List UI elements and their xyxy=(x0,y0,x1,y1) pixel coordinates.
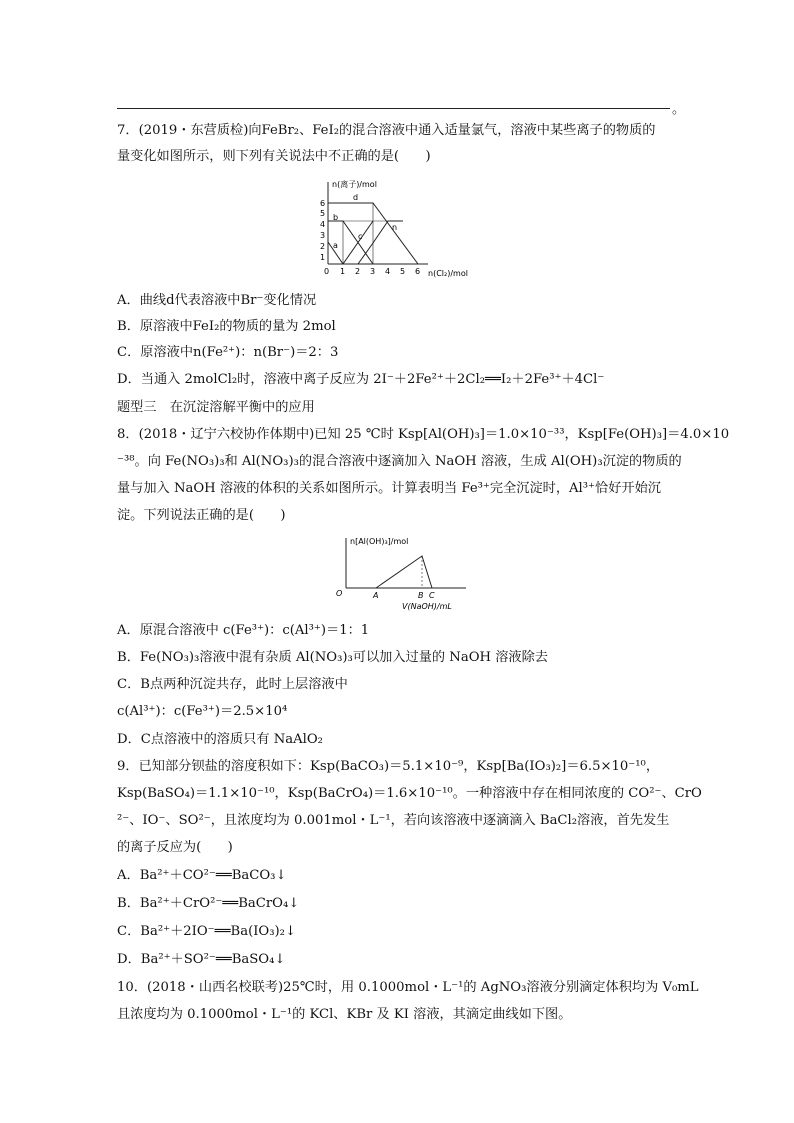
q8-point-a: A xyxy=(373,591,379,600)
q7-x-tick: 6 xyxy=(415,267,421,276)
q7-y-tick: 5 xyxy=(320,209,326,218)
q8-option-c-cont: c(Al³⁺)：c(Fe³⁺)＝2.5×10⁴ xyxy=(117,704,288,719)
q9-option-b: B．Ba²⁺＋CrO²⁻══BaCrO₄↓ xyxy=(117,896,300,911)
q8-figure xyxy=(332,534,482,614)
q7-label-n: n xyxy=(392,223,398,232)
q7-x-tick: 1 xyxy=(340,267,346,276)
q7-x-tick: 4 xyxy=(385,267,391,276)
q7-x-tick: 5 xyxy=(400,267,406,276)
q7-label-c: c xyxy=(358,232,363,241)
q8-option-b: B．Fe(NO₃)₃溶液中混有杂质 Al(NO₃)₃可以加入过量的 NaOH 溶液除去 xyxy=(117,650,548,665)
q7-y-tick: 2 xyxy=(320,242,326,251)
q9-stem-line-1: 9．已知部分钡盐的溶度积如下：Ksp(BaCO₃)＝5.1×10⁻⁹，Ksp[Ba(IO₃)₂]＝6.5×10⁻¹⁰， xyxy=(117,759,660,774)
q7-stem-line-1: 7．(2019・东营质检)向FeBr₂、FeI₂的混合溶液中通入适量氯气，溶液中某些离子的物质的 xyxy=(117,123,656,138)
q8-option-a: A．原混合溶液中 c(Fe³⁺)：c(Al³⁺)＝1：1 xyxy=(117,623,370,638)
q10-stem-line-1: 10．(2018・山西名校联考)25℃时，用 0.1000mol・L⁻¹的 AgNO₃溶液分别滴定体积均为 V₀mL xyxy=(117,980,699,995)
q7-y-tick: 4 xyxy=(320,220,326,229)
q7-y-tick: 3 xyxy=(320,231,326,240)
q9-stem-line-4: 的离子反应为( ) xyxy=(117,840,233,855)
q7-y-tick: 1 xyxy=(320,253,326,262)
q9-stem-line-2: Ksp(BaSO₄)＝1.1×10⁻¹⁰，Ksp(BaCrO₄)＝1.6×10⁻¹⁰。一种溶液中存在相同浓度的 CO²⁻、CrO xyxy=(117,786,702,801)
q7-x-tick: 0 xyxy=(324,267,330,276)
q8-graph xyxy=(332,534,482,614)
q8-stem-line-3: 量与加入 NaOH 溶液的体积的关系如图所示。计算表明当 Fe³⁺完全沉淀时，Al³⁺恰好开始沉 xyxy=(117,481,661,496)
q7-figure xyxy=(312,176,482,282)
q8-point-b: B xyxy=(418,591,424,600)
q8-option-d: D．C点溶液中的溶质只有 NaAlO₂ xyxy=(117,732,323,747)
q8-curve xyxy=(376,556,432,588)
q9-stem-line-3: ²⁻、IO⁻、SO²⁻，且浓度均为 0.001mol・L⁻¹，若向该溶液中逐滴滴入 BaCl₂溶液，首先发生 xyxy=(117,813,670,828)
q7-graph xyxy=(312,176,482,282)
q7-x-tick: 2 xyxy=(355,267,361,276)
q8-stem-line-2: ⁻³⁸。向 Fe(NO₃)₃和 Al(NO₃)₃的混合溶液中逐滴加入 NaOH 溶液，生成 Al(OH)₃沉淀的物质的 xyxy=(117,454,682,469)
q8-x-label: V(NaOH)/mL xyxy=(402,602,452,611)
q8-stem-line-4: 淀。下列说法正确的是( ) xyxy=(117,508,286,523)
q10-stem-line-2: 且浓度均为 0.1000mol・L⁻¹的 KCl、KBr 及 KI 溶液，其滴定曲线如下图。 xyxy=(117,1007,572,1022)
end-mark: 。 xyxy=(672,102,686,117)
q7-x-tick: 3 xyxy=(370,267,376,276)
q7-y-label: n(离子)/mol xyxy=(332,180,377,189)
q7-y-tick: 6 xyxy=(320,199,326,208)
q7-label-d: d xyxy=(353,193,359,202)
q8-origin: O xyxy=(336,589,343,598)
q8-stem-line-1: 8．(2018・辽宁六校协作体期中)已知 25 ℃时 Ksp[Al(OH)₃]＝1.0×10⁻³³，Ksp[Fe(OH)₃]＝4.0×10 xyxy=(117,427,730,442)
section-heading: 题型三 在沉淀溶解平衡中的应用 xyxy=(117,400,315,415)
q7-stem-line-2: 量变化如图所示，则下列有关说法中不正确的是( ) xyxy=(117,149,431,164)
q8-option-c: C．B点两种沉淀共存，此时上层溶液中 xyxy=(117,677,348,692)
q7-label-a: a xyxy=(333,241,338,250)
q7-option-b: B．原溶液中FeI₂的物质的量为 2mol xyxy=(117,319,336,334)
q7-x-label: n(Cl₂)/mol xyxy=(428,269,468,278)
q9-option-a: A．Ba²⁺＋CO²⁻══BaCO₃↓ xyxy=(117,868,287,883)
q9-option-d: D．Ba²⁺＋SO²⁻══BaSO₄↓ xyxy=(117,952,286,967)
q7-label-b: b xyxy=(333,213,339,222)
q8-point-c: C xyxy=(429,591,435,600)
answer-blank-line xyxy=(117,108,670,109)
q7-option-d: D．当通入 2molCl₂时，溶液中离子反应为 2I⁻＋2Fe²⁺＋2Cl₂══I₂＋2Fe³⁺＋4Cl⁻ xyxy=(117,372,605,387)
q7-option-a: A．曲线d代表溶液中Br⁻变化情况 xyxy=(117,293,317,308)
q8-y-label: n[Al(OH)₃]/mol xyxy=(350,537,409,546)
q7-option-c: C．原溶液中n(Fe²⁺)：n(Br⁻)＝2：3 xyxy=(117,345,339,360)
q9-option-c: C．Ba²⁺＋2IO⁻══Ba(IO₃)₂↓ xyxy=(117,924,297,939)
